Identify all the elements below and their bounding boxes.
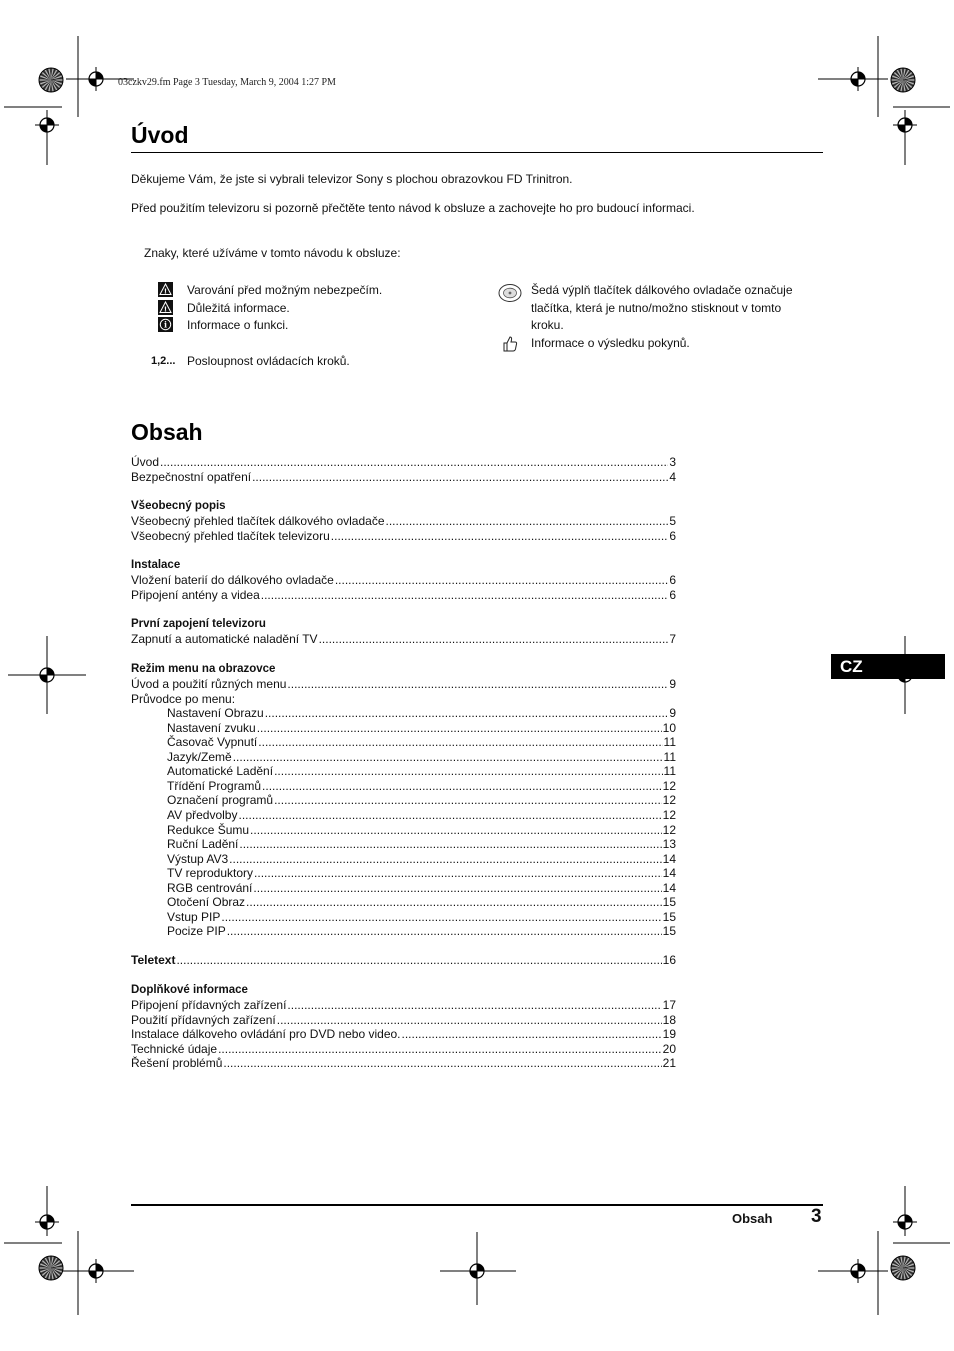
- toc-entry-label: Ruční Ladění: [167, 837, 239, 852]
- warning-text: Varování před možným nebezpečím.: [187, 283, 383, 297]
- registration-sunburst-icon: [891, 68, 915, 92]
- toc-entry-label: Časovač Vypnutí: [167, 735, 258, 750]
- info-text: Informace o funkci.: [187, 318, 289, 332]
- important-text: Důležitá informace.: [187, 301, 290, 315]
- toc-entry-page: 12: [662, 808, 676, 822]
- toc-entry-page: 15: [662, 895, 676, 910]
- svg-text:!: !: [163, 305, 168, 314]
- toc-entry-page: 14: [662, 880, 676, 895]
- toc-entry-label: Jazyk/Země: [167, 749, 232, 764]
- toc-entry-label: Úvod a použití různých menu: [131, 677, 287, 692]
- toc-entry-page: 15: [662, 924, 676, 939]
- toc-entry-page: 11: [663, 764, 676, 779]
- toc-entry-page: 15: [662, 909, 676, 924]
- toc-entry-page: 6: [669, 573, 676, 588]
- footer-page-number: 3: [811, 1206, 822, 1227]
- toc-entry-label: Vstup PIP: [167, 909, 221, 924]
- toc-entry-label: Označení programů: [167, 793, 274, 808]
- toc-entry-label: Použití přídavných zařízení: [131, 1012, 276, 1027]
- toc-entry-page: 14: [662, 851, 676, 866]
- svg-text:i: i: [163, 319, 168, 330]
- toc-entry-page: 17: [662, 998, 676, 1013]
- toc-entry-page: 3: [669, 455, 676, 469]
- toc-entry-label: Řešení problémů: [131, 1056, 223, 1071]
- remote-note-line-3: kroku.: [531, 318, 564, 332]
- toc-entry-label: Pocize PIP: [167, 924, 226, 939]
- toc-entry-page: 13: [662, 837, 676, 852]
- registration-sunburst-icon: [39, 68, 63, 92]
- toc-entry-page: 5: [669, 514, 676, 529]
- toc-entry-label: Připojení antény a videa: [131, 587, 260, 602]
- toc-entry-page: 9: [669, 677, 676, 692]
- toc-section-heading: Instalace: [131, 558, 181, 571]
- toc-entry-label: Výstup AV3: [167, 851, 229, 866]
- toc-entry-label: Otočení Obraz: [167, 895, 246, 910]
- toc-entry-page: 11: [663, 749, 676, 764]
- toc-title: Obsah: [131, 419, 203, 445]
- toc-entry-label: Nastavení zvuku: [167, 720, 256, 735]
- registration-sunburst-icon: [891, 1256, 915, 1280]
- remote-note-line-1: Šedá výplň tlačítek dálkového ovladače označuje: [531, 283, 793, 297]
- toc-entry-page: 14: [662, 866, 676, 881]
- intro-title: Úvod: [131, 122, 189, 148]
- toc-entry-label: Automatické Ladění: [167, 764, 274, 779]
- toc-entry-label: Nastavení Obrazu: [167, 706, 264, 721]
- toc-entry-page: 10: [662, 720, 676, 735]
- remote-note-line-2: tlačítka, která je nutno/možno stisknout v tomto: [531, 301, 782, 315]
- toc-entry-label: Redukce Šumu: [167, 822, 250, 837]
- toc-entry-page: 16: [662, 953, 676, 968]
- intro-paragraph-1: Děkujeme Vám, že jste si vybrali televizor Sony s plochou obrazovkou FD Trinitron.: [131, 172, 573, 186]
- toc-entry-label: Bezpečnostní opatření: [131, 469, 252, 484]
- toc-section-heading: Režim menu na obrazovce: [131, 662, 276, 675]
- toc-entry-label: Všeobecný přehled tlačítek dálkového ovladače: [131, 514, 385, 529]
- toc-entry-label: Průvodce po menu:: [131, 691, 236, 706]
- toc-entry-page: 19: [662, 1027, 676, 1042]
- toc-section-heading: Všeobecný popis: [131, 499, 226, 512]
- intro-paragraph-2: Před použitím televizoru si pozorně přečtěte tento návod k obsluze a zachovejte ho pro budoucí informaci.: [131, 201, 695, 215]
- toc-entry-page: 4: [669, 469, 676, 484]
- toc-entry-label: Instalace dálkoveho ovládání pro DVD nebo video.: [131, 1027, 401, 1042]
- toc-entry-page: 11: [663, 735, 676, 750]
- file-info-header: 03czkv29.fm Page 3 Tuesday, March 9, 2004 1:27 PM: [118, 77, 336, 88]
- toc-entry-page: 9: [669, 706, 676, 721]
- toc-entry-page: 20: [662, 1041, 676, 1056]
- language-tab-label: CZ: [840, 657, 863, 676]
- toc-entry-label: Třídění Programů: [167, 778, 262, 793]
- toc-entry-label: Všeobecný přehled tlačítek televizoru: [131, 528, 330, 543]
- svg-text:!: !: [163, 287, 168, 296]
- toc-entry-page: 12: [662, 793, 676, 808]
- toc-entry-label: Technické údaje: [131, 1041, 218, 1056]
- toc-entry-label: TV reproduktory: [167, 866, 254, 881]
- steps-text: Posloupnost ovládacích kroků.: [187, 354, 350, 368]
- toc-entry-label: AV předvolby: [167, 808, 238, 822]
- symbols-intro: Znaky, které užíváme v tomto návodu k obsluze:: [144, 246, 401, 260]
- toc-section-heading: Doplňkové informace: [131, 983, 248, 996]
- toc-section-heading: První zapojení televizoru: [131, 617, 266, 630]
- toc-entry-page: 21: [662, 1056, 676, 1071]
- toc-entry-page: 6: [669, 587, 676, 602]
- toc-entry-label: Vložení baterií do dálkového ovladače: [131, 573, 334, 588]
- toc-entry-page: 6: [669, 528, 676, 543]
- toc-entry-label: Teletext: [131, 953, 176, 968]
- registration-sunburst-icon: [39, 1256, 63, 1280]
- toc-entry-page: 12: [662, 778, 676, 793]
- toc-entry-label: RGB centrování: [167, 880, 253, 895]
- footer-section-label: Obsah: [732, 1211, 773, 1226]
- steps-marker: 1,2...: [151, 355, 176, 367]
- result-note: Informace o výsledku pokynů.: [531, 336, 690, 350]
- toc-entry-page: 7: [669, 632, 676, 647]
- toc-entry-label: Úvod: [131, 455, 160, 469]
- toc-entry-page: 18: [662, 1012, 676, 1027]
- toc-entry-label: Připojení přídavných zařízení: [131, 998, 287, 1013]
- toc-entry-page: 12: [662, 822, 676, 837]
- toc-entry-label: Zapnutí a automatické naladění TV: [131, 632, 318, 647]
